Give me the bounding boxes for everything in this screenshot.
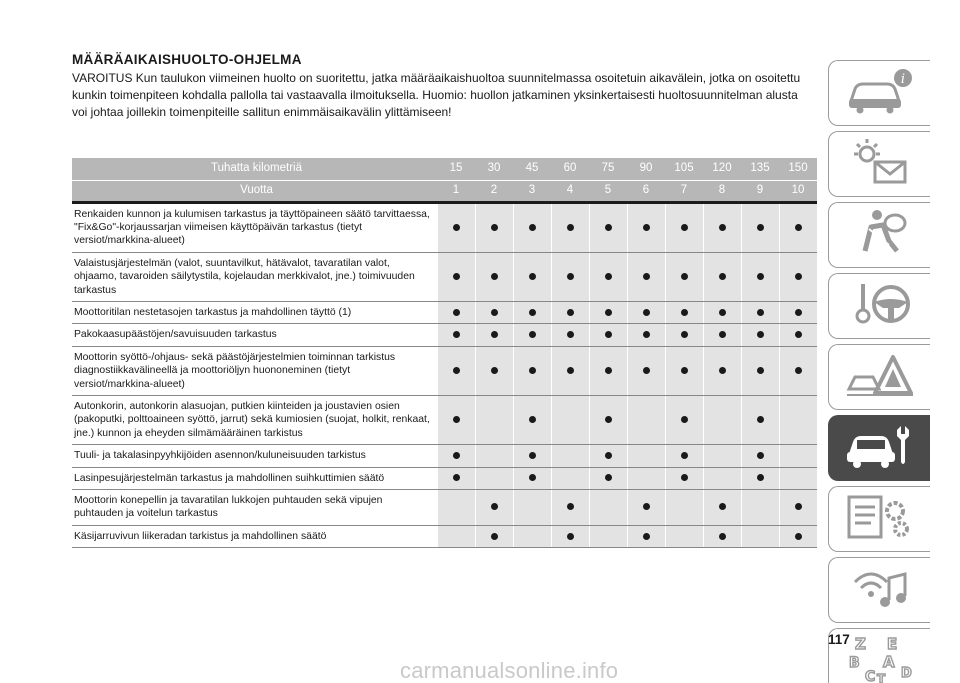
scheduled-dot-icon [529, 273, 536, 280]
scheduled-dot-icon [757, 367, 764, 374]
interval-cell [551, 252, 589, 301]
interval-cell [513, 324, 551, 346]
interval-cell [665, 202, 703, 252]
table-row [72, 467, 817, 489]
interval-cell [627, 202, 665, 252]
scheduled-dot-icon [719, 309, 726, 316]
interval-cell [741, 202, 779, 252]
chapter-tab[interactable] [828, 131, 930, 197]
interval-cell [779, 395, 817, 444]
interval-cell [551, 525, 589, 547]
scheduled-dot-icon [491, 309, 498, 316]
interval-cell [437, 525, 475, 547]
interval-cell [437, 467, 475, 489]
interval-cell [475, 395, 513, 444]
interval-cell [703, 395, 741, 444]
alphabetical-index-icon [843, 633, 917, 683]
interval-cell [703, 252, 741, 301]
interval-cell [779, 202, 817, 252]
interval-cell [513, 252, 551, 301]
interval-cell [627, 346, 665, 395]
chapter-tab[interactable] [828, 202, 930, 268]
scheduled-dot-icon [757, 309, 764, 316]
interval-cell [779, 324, 817, 346]
operation-description: Lasinpesujärjestelmän tarkastus ja mahdollinen suihkuttimien säätö [72, 467, 437, 489]
scheduled-dot-icon [491, 331, 498, 338]
interval-cell [589, 525, 627, 547]
header-row-km [72, 158, 817, 180]
scheduled-dot-icon [719, 224, 726, 231]
interval-cell [475, 301, 513, 323]
maintenance-schedule-table [72, 158, 817, 548]
year-interval-header: 2 [475, 180, 513, 202]
km-interval-header: 135 [741, 158, 779, 180]
svg-text:T: T [876, 671, 885, 683]
interval-cell [513, 301, 551, 323]
interval-cell [779, 346, 817, 395]
car-maintenance-wrench-icon [843, 420, 917, 477]
interval-cell [513, 490, 551, 526]
interval-cell [741, 525, 779, 547]
km-interval-header: 150 [779, 158, 817, 180]
km-interval-header: 120 [703, 158, 741, 180]
scheduled-dot-icon [719, 331, 726, 338]
year-interval-header: 1 [437, 180, 475, 202]
interval-cell [437, 490, 475, 526]
scheduled-dot-icon [719, 367, 726, 374]
year-interval-header: 4 [551, 180, 589, 202]
interval-cell [475, 324, 513, 346]
svg-text:A: A [882, 652, 895, 671]
interval-cell [551, 467, 589, 489]
operation-description: Renkaiden kunnon ja kulumisen tarkastus ja täyttöpaineen säätö tarvittaessa, "Fix&Go"-korjaussarjan viimeisen käyttöpäivän tarkastus (tietyt versiot/markkina-alueet) [72, 202, 437, 252]
interval-cell [665, 346, 703, 395]
scheduled-dot-icon [605, 273, 612, 280]
km-interval-header: 30 [475, 158, 513, 180]
warning-paragraph: VAROITUS Kun taulukon viimeinen huolto on suoritettu, jatka määräaikaishuoltoa suunnitelmassa osoitetuin aikavälein, jotka on osoitettu kunkin toimenpiteen kohdalla pallolla tai vastaavalla ilmoituksella. Huomio: huollon jatkaminen yksinkertaisesti huoltosuunnitelman alusta voi johtaa joillekin toimenpiteille sallitun enimmäisaikavälin ylittämiseen! [72, 71, 801, 119]
interval-cell [665, 324, 703, 346]
year-interval-header: 7 [665, 180, 703, 202]
scheduled-dot-icon [605, 224, 612, 231]
interval-cell [475, 346, 513, 395]
scheduled-dot-icon [757, 224, 764, 231]
scheduled-dot-icon [605, 309, 612, 316]
interval-cell [779, 301, 817, 323]
interval-cell [779, 525, 817, 547]
year-header-label: Vuotta [72, 180, 437, 202]
km-interval-header: 15 [437, 158, 475, 180]
interval-cell [741, 395, 779, 444]
scheduled-dot-icon [567, 533, 574, 540]
interval-cell [551, 395, 589, 444]
year-interval-header: 3 [513, 180, 551, 202]
scheduled-dot-icon [795, 533, 802, 540]
year-interval-header: 5 [589, 180, 627, 202]
year-interval-header: 10 [779, 180, 817, 202]
table-row [72, 252, 817, 301]
safety-airbag-icon [843, 207, 917, 264]
chapter-tab[interactable] [828, 557, 930, 623]
svg-text:Z: Z [854, 634, 866, 653]
scheduled-dot-icon [643, 273, 650, 280]
scheduled-dot-icon [795, 503, 802, 510]
scheduled-dot-icon [795, 273, 802, 280]
scheduled-dot-icon [795, 224, 802, 231]
interval-cell [627, 490, 665, 526]
interval-cell [437, 324, 475, 346]
scheduled-dot-icon [719, 273, 726, 280]
interval-cell [513, 445, 551, 467]
chapter-tab[interactable] [828, 273, 930, 339]
interval-cell [513, 467, 551, 489]
interval-cell [475, 525, 513, 547]
interval-cell [589, 395, 627, 444]
interval-cell [589, 467, 627, 489]
interval-cell [589, 445, 627, 467]
scheduled-dot-icon [681, 309, 688, 316]
interval-cell [589, 324, 627, 346]
interval-cell [475, 467, 513, 489]
operation-description: Valaistusjärjestelmän (valot, suuntavilkut, hätävalot, tavaratilan valot, ohjaamo, tavaroiden säilytystila, kojelaudan merkkivalot, jne.) toimivuuden tarkastus [72, 252, 437, 301]
scheduled-dot-icon [757, 416, 764, 423]
interval-cell [665, 395, 703, 444]
km-interval-header: 60 [551, 158, 589, 180]
km-interval-header: 75 [589, 158, 627, 180]
scheduled-dot-icon [605, 474, 612, 481]
km-interval-header: 45 [513, 158, 551, 180]
technical-data-gears-icon [843, 491, 917, 548]
interval-cell [703, 490, 741, 526]
scheduled-dot-icon [643, 309, 650, 316]
interval-cell [627, 467, 665, 489]
interval-cell [589, 252, 627, 301]
operation-description: Pakokaasupäästöjen/savuisuuden tarkastus [72, 324, 437, 346]
interval-cell [665, 525, 703, 547]
scheduled-dot-icon [757, 474, 764, 481]
scheduled-dot-icon [453, 309, 460, 316]
chapter-tab[interactable] [828, 486, 930, 552]
operation-description: Moottoritilan nestetasojen tarkastus ja mahdollinen täyttö (1) [72, 301, 437, 323]
page-title: MÄÄRÄAIKAISHUOLTO-OHJELMA [72, 52, 302, 67]
scheduled-dot-icon [643, 503, 650, 510]
scheduled-dot-icon [529, 224, 536, 231]
page-number: 117 [828, 632, 850, 647]
interval-cell [741, 301, 779, 323]
interval-cell [741, 490, 779, 526]
scheduled-dot-icon [567, 331, 574, 338]
interval-cell [589, 202, 627, 252]
scheduled-dot-icon [605, 331, 612, 338]
interval-cell [513, 395, 551, 444]
scheduled-dot-icon [567, 224, 574, 231]
scheduled-dot-icon [453, 331, 460, 338]
scheduled-dot-icon [529, 309, 536, 316]
year-interval-header: 8 [703, 180, 741, 202]
warning-lights-message-icon [843, 136, 917, 193]
interval-cell [703, 324, 741, 346]
car-info-icon [843, 65, 917, 122]
scheduled-dot-icon [491, 224, 498, 231]
scheduled-dot-icon [681, 273, 688, 280]
multimedia-icon [843, 562, 917, 619]
interval-cell [627, 252, 665, 301]
scheduled-dot-icon [529, 416, 536, 423]
scheduled-dot-icon [795, 367, 802, 374]
scheduled-dot-icon [757, 273, 764, 280]
chapter-tab[interactable] [828, 344, 930, 410]
scheduled-dot-icon [453, 224, 460, 231]
interval-cell [665, 445, 703, 467]
interval-cell [627, 445, 665, 467]
scheduled-dot-icon [529, 474, 536, 481]
table-row [72, 525, 817, 547]
interval-cell [741, 467, 779, 489]
interval-cell [513, 202, 551, 252]
scheduled-dot-icon [491, 273, 498, 280]
table-row [72, 301, 817, 323]
chapter-tab[interactable] [828, 60, 930, 126]
interval-cell [437, 301, 475, 323]
operation-description: Moottorin konepellin ja tavaratilan lukkojen puhtauden sekä vipujen puhtauden ja voitelun tarkastus [72, 490, 437, 526]
scheduled-dot-icon [681, 474, 688, 481]
scheduled-dot-icon [719, 533, 726, 540]
interval-cell [703, 467, 741, 489]
interval-cell [703, 445, 741, 467]
scheduled-dot-icon [681, 331, 688, 338]
km-interval-header: 105 [665, 158, 703, 180]
interval-cell [779, 445, 817, 467]
table-row [72, 202, 817, 252]
table-row [72, 324, 817, 346]
svg-text:D: D [900, 665, 912, 681]
year-interval-header: 6 [627, 180, 665, 202]
watermark: carmanualsonline.info [400, 658, 619, 683]
scheduled-dot-icon [491, 503, 498, 510]
scheduled-dot-icon [719, 503, 726, 510]
scheduled-dot-icon [643, 224, 650, 231]
interval-cell [741, 324, 779, 346]
interval-cell [779, 252, 817, 301]
svg-text:C: C [864, 668, 875, 683]
operation-description: Käsijarruvivun liikeradan tarkistus ja mahdollinen säätö [72, 525, 437, 547]
interval-cell [703, 346, 741, 395]
interval-cell [437, 395, 475, 444]
interval-cell [551, 445, 589, 467]
svg-text:E: E [886, 634, 897, 653]
scheduled-dot-icon [681, 367, 688, 374]
interval-cell [627, 525, 665, 547]
scheduled-dot-icon [567, 273, 574, 280]
interval-cell [703, 202, 741, 252]
interval-cell [665, 252, 703, 301]
interval-cell [665, 490, 703, 526]
interval-cell [513, 525, 551, 547]
interval-cell [627, 395, 665, 444]
interval-cell [779, 490, 817, 526]
interval-cell [475, 202, 513, 252]
scheduled-dot-icon [567, 309, 574, 316]
scheduled-dot-icon [529, 367, 536, 374]
svg-text:i: i [900, 71, 905, 87]
interval-cell [665, 467, 703, 489]
scheduled-dot-icon [529, 331, 536, 338]
scheduled-dot-icon [529, 452, 536, 459]
interval-cell [513, 346, 551, 395]
scheduled-dot-icon [453, 416, 460, 423]
scheduled-dot-icon [453, 367, 460, 374]
scheduled-dot-icon [605, 416, 612, 423]
year-interval-header: 9 [741, 180, 779, 202]
scheduled-dot-icon [605, 452, 612, 459]
interval-cell [437, 252, 475, 301]
interval-cell [627, 324, 665, 346]
interval-cell [475, 445, 513, 467]
interval-cell [779, 467, 817, 489]
operation-description: Tuuli- ja takalasinpyyhkijöiden asennon/kuluneisuuden tarkistus [72, 445, 437, 467]
interval-cell [475, 490, 513, 526]
table-row [72, 445, 817, 467]
svg-text:B: B [848, 654, 860, 671]
scheduled-dot-icon [453, 474, 460, 481]
interval-cell [437, 202, 475, 252]
interval-cell [437, 346, 475, 395]
scheduled-dot-icon [491, 533, 498, 540]
scheduled-dot-icon [491, 367, 498, 374]
interval-cell [665, 301, 703, 323]
interval-cell [551, 202, 589, 252]
interval-cell [551, 490, 589, 526]
scheduled-dot-icon [681, 416, 688, 423]
operation-description: Moottorin syöttö-/ohjaus- sekä päästöjärjestelmien toiminnan tarkistus diagnostiikkavälineellä ja moottoriöljyn huononeminen (tietyt versiot/markkina-alueet) [72, 346, 437, 395]
emergency-triangle-icon [843, 349, 917, 406]
scheduled-dot-icon [605, 367, 612, 374]
scheduled-dot-icon [795, 331, 802, 338]
operation-description: Autonkorin, autonkorin alasuojan, putkien kiinteiden ja joustavien osien (pakoputki, polttoaineen syöttö, jarrut) sekä kumiosien (suojat, holkit, renkaat, jne.) kunnon ja eheyden silmämääräinen tarkistus [72, 395, 437, 444]
scheduled-dot-icon [681, 224, 688, 231]
km-header-label: Tuhatta kilometriä [72, 158, 437, 180]
key-steering-wheel-icon [843, 278, 917, 335]
interval-cell [627, 301, 665, 323]
scheduled-dot-icon [567, 503, 574, 510]
header-row-years [72, 180, 817, 202]
km-interval-header: 90 [627, 158, 665, 180]
scheduled-dot-icon [681, 452, 688, 459]
scheduled-dot-icon [643, 367, 650, 374]
interval-cell [741, 346, 779, 395]
scheduled-dot-icon [795, 309, 802, 316]
interval-cell [589, 301, 627, 323]
interval-cell [551, 301, 589, 323]
scheduled-dot-icon [757, 452, 764, 459]
interval-cell [741, 252, 779, 301]
interval-cell [703, 301, 741, 323]
scheduled-dot-icon [643, 331, 650, 338]
scheduled-dot-icon [453, 452, 460, 459]
scheduled-dot-icon [757, 331, 764, 338]
interval-cell [741, 445, 779, 467]
interval-cell [437, 445, 475, 467]
interval-cell [475, 252, 513, 301]
interval-cell [703, 525, 741, 547]
chapter-tab[interactable] [828, 415, 930, 481]
table-row [72, 395, 817, 444]
scheduled-dot-icon [643, 533, 650, 540]
interval-cell [551, 346, 589, 395]
chapter-tabs [828, 60, 930, 683]
table-row [72, 346, 817, 395]
interval-cell [551, 324, 589, 346]
interval-cell [589, 490, 627, 526]
table-row [72, 490, 817, 526]
scheduled-dot-icon [453, 273, 460, 280]
scheduled-dot-icon [567, 367, 574, 374]
interval-cell [589, 346, 627, 395]
